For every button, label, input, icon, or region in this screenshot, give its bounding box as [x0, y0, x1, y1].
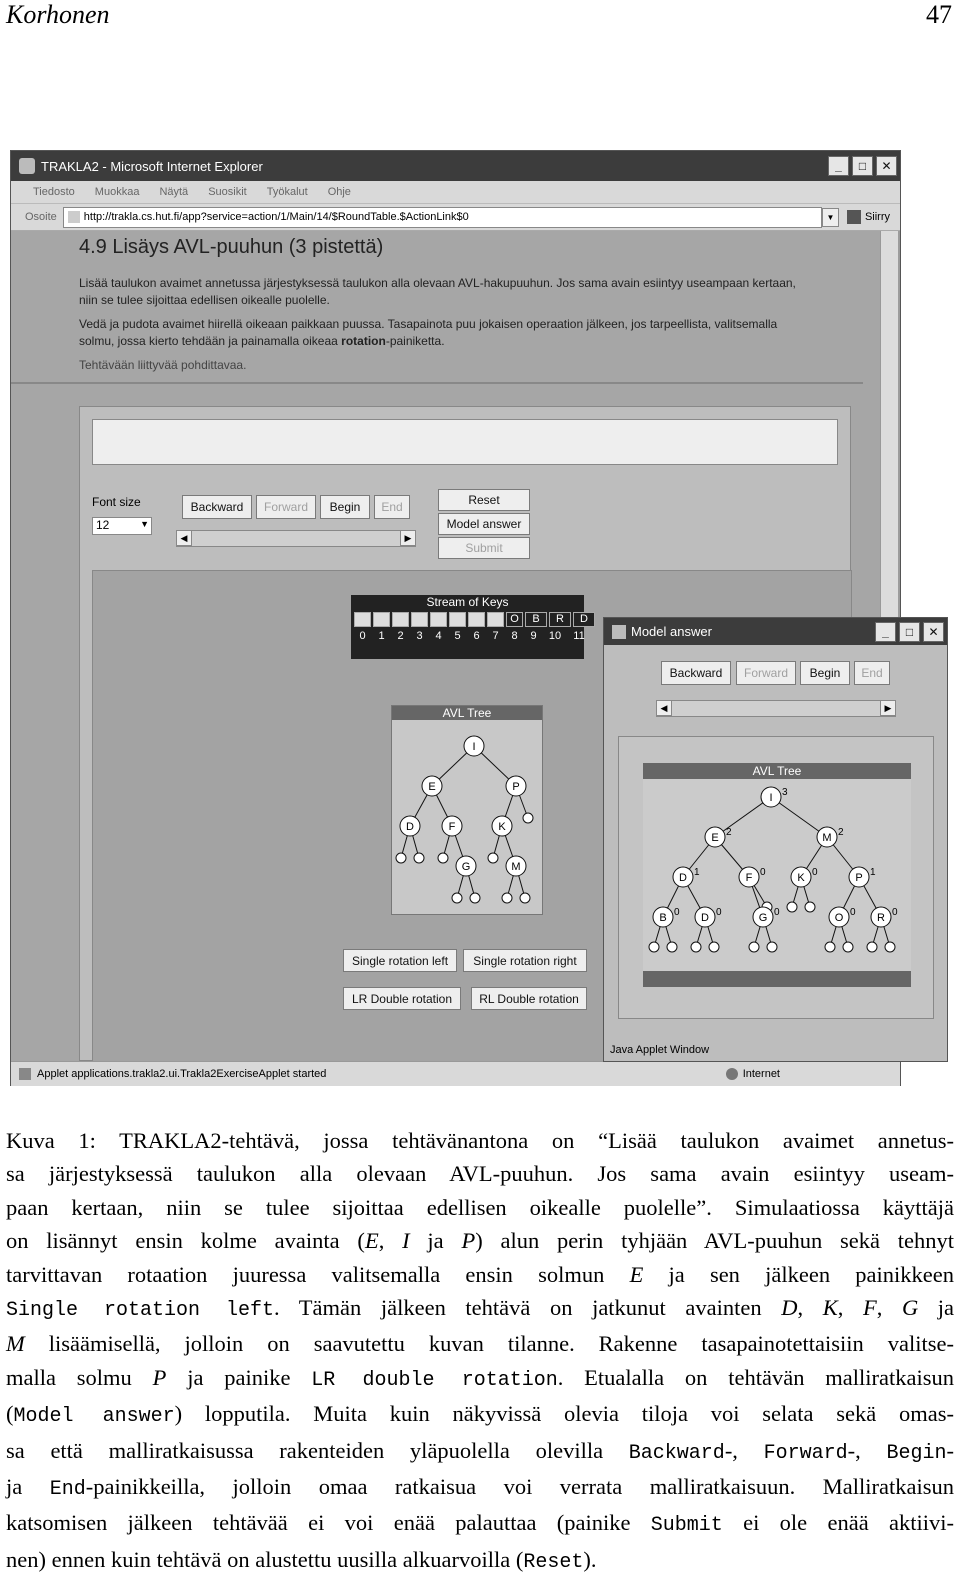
stream-index: 9	[530, 630, 537, 642]
caption-line: (Model answer) lopputila. Muita kuin näkyvissä olevia tiloja voi selata sekä omas-	[6, 1401, 955, 1429]
exercise-title: 4.9 Lisäys AVL-puuhun (3 pistettä)	[79, 236, 384, 258]
stream-title: Stream of Keys	[426, 595, 509, 609]
lr-double-rotation-button[interactable]: LR Double rotation	[343, 987, 461, 1010]
menu-favorites[interactable]: Suosikit	[208, 186, 247, 198]
backward-button[interactable]: Backward	[182, 495, 252, 519]
balance-label: 3	[782, 787, 788, 798]
close-icon[interactable]: ✕	[876, 156, 897, 176]
begin-button[interactable]: Begin	[320, 495, 370, 519]
maximize-icon[interactable]: □	[899, 622, 920, 642]
tree-node-key[interactable]: M	[511, 861, 521, 873]
instruction-text: solmu, jossa kierto tehdään ja painamalla oikeaa	[79, 334, 342, 348]
tree-node-key[interactable]: R	[877, 912, 885, 924]
single-rotation-right-button[interactable]: Single rotation right	[463, 949, 587, 972]
empty-leaf	[843, 942, 853, 952]
menu-view[interactable]: Näytä	[159, 186, 189, 198]
stream-index: 3	[416, 630, 423, 642]
tree-node-key[interactable]: B	[659, 912, 667, 924]
empty-leaf	[805, 902, 815, 912]
empty-leaf	[649, 942, 659, 952]
menu-bar	[11, 181, 900, 203]
model-slider-left-arrow-icon[interactable]: ◀	[656, 700, 672, 716]
tree-node-key[interactable]: I	[769, 792, 773, 804]
page-divider	[11, 382, 863, 384]
instruction-line	[79, 333, 796, 350]
empty-leaf	[523, 813, 533, 823]
minimize-icon[interactable]: _	[875, 622, 896, 642]
stream-key-cell[interactable]	[354, 612, 371, 627]
instruction-line: niin se tulee sijoittaa edellisen oikealle puolelle.	[79, 293, 330, 307]
java-icon	[612, 625, 626, 639]
tree-node-key[interactable]: M	[822, 832, 832, 844]
model-window-titlebar	[604, 618, 947, 645]
stream-index: 8	[511, 630, 518, 642]
caption-line: Single rotation left. Tämän jälkeen tehtävä on jatkunut avainten D, K, F, G ja	[6, 1295, 955, 1323]
user-tree[interactable]	[392, 720, 542, 914]
caption-line: Kuva 1: TRAKLA2-tehtävä, jossa tehtävänantona on “Lisää taulukon avaimet annetus-	[6, 1128, 954, 1153]
stream-index: 1	[378, 630, 385, 642]
model-answer-button[interactable]: Model answer	[438, 513, 530, 535]
balance-label: 0	[774, 907, 780, 918]
model-slider[interactable]	[656, 700, 896, 717]
stream-key-cell[interactable]: D	[573, 612, 595, 627]
stream-index: 7	[492, 630, 499, 642]
running-header-author: Korhonen	[6, 0, 110, 29]
message-box	[92, 419, 838, 465]
model-forward-button[interactable]: Forward	[736, 661, 796, 685]
tree-title: AVL Tree	[392, 706, 542, 720]
stream-index: 5	[454, 630, 461, 642]
stream-key-cell[interactable]	[487, 612, 504, 627]
chevron-down-icon: ▼	[140, 519, 149, 529]
stream-index: 11	[573, 630, 585, 642]
stream-keys-row	[354, 612, 597, 627]
empty-leaf	[691, 942, 701, 952]
caption-line: on lisännyt ensin kolme avainta (E, I ja P) alun perin tyhjään AVL-puuhun sekä tehnyt	[6, 1228, 955, 1254]
stream-key-cell[interactable]	[430, 612, 447, 627]
empty-leaf	[787, 902, 797, 912]
stream-key-cell[interactable]	[373, 612, 390, 627]
slider-right-arrow-icon[interactable]: ▶	[400, 530, 416, 546]
stream-index: 4	[435, 630, 442, 642]
zone-text: Internet	[742, 1068, 780, 1080]
tree-node-key[interactable]: F	[448, 821, 456, 833]
model-backward-button[interactable]: Backward	[661, 661, 731, 685]
model-tree	[643, 779, 911, 971]
rl-double-rotation-button[interactable]: RL Double rotation	[471, 987, 587, 1010]
stream-index: 10	[548, 630, 562, 642]
status-bar	[11, 1061, 900, 1086]
tree-node-key[interactable]: F	[745, 872, 753, 884]
end-button[interactable]: End	[374, 495, 410, 519]
browser-title: TRAKLA2 - Microsoft Internet Explorer	[41, 158, 263, 174]
instruction-text: -painiketta.	[385, 334, 445, 348]
empty-leaf	[885, 942, 895, 952]
empty-leaf	[867, 942, 877, 952]
slider-left-arrow-icon[interactable]: ◀	[176, 530, 192, 546]
balance-label: 2	[838, 827, 844, 838]
stream-key-cell[interactable]	[411, 612, 428, 627]
balance-label: 1	[870, 867, 876, 878]
internet-zone-icon	[726, 1068, 738, 1080]
font-size-value: 12	[96, 518, 110, 532]
balance-label: 0	[760, 867, 766, 878]
caption-line: ja End-painikkeilla, jolloin omaa ratkaisua voi verrata malliratkaisuun. Malliratkaisun	[6, 1474, 954, 1502]
balance-label: 0	[674, 907, 680, 918]
empty-leaf	[709, 942, 719, 952]
stream-key-cell[interactable]	[449, 612, 466, 627]
tree-node-key[interactable]: E	[711, 832, 719, 844]
balance-label: 0	[850, 907, 856, 918]
forward-button[interactable]: Forward	[256, 495, 316, 519]
maximize-icon[interactable]: □	[852, 156, 873, 176]
applet-status-icon	[19, 1068, 31, 1080]
minimize-icon[interactable]: _	[828, 156, 849, 176]
tree-node-key[interactable]: D	[406, 821, 414, 833]
exercise-instructions	[79, 275, 796, 374]
related-link[interactable]: Tehtävään liittyvää pohdittavaa.	[79, 358, 247, 372]
stream-key-cell[interactable]	[468, 612, 485, 627]
page-number: 47	[926, 0, 952, 29]
address-bar	[11, 203, 900, 231]
menu-help[interactable]: Ohje	[327, 186, 351, 198]
stream-index-row	[354, 630, 592, 642]
empty-leaf	[488, 853, 498, 863]
user-avl-tree-panel	[391, 705, 543, 915]
tree-node-key[interactable]: P	[512, 781, 520, 793]
figure-caption	[6, 1124, 954, 1579]
tree-node-key[interactable]: O	[834, 912, 844, 924]
instruction-bold: rotation	[341, 334, 386, 348]
balance-label: 0	[892, 907, 898, 918]
empty-leaf	[414, 853, 424, 863]
tree-node-key[interactable]: K	[498, 821, 506, 833]
balance-label: 1	[694, 867, 700, 878]
font-size-label: Font size	[92, 495, 141, 509]
animation-slider[interactable]	[176, 530, 416, 547]
model-tree-bottom-bar	[643, 971, 911, 987]
empty-leaf	[438, 853, 448, 863]
go-arrow-icon[interactable]	[847, 210, 861, 224]
ie-icon	[19, 158, 35, 174]
url-dropdown-icon[interactable]: ▼	[822, 208, 839, 227]
caption-line: sa järjestyksessä taulukon alla olevaan AVL-puuhun. Jos sama avain esiintyy useam-	[6, 1161, 954, 1187]
tree-node-key[interactable]: K	[797, 872, 805, 884]
model-slider-right-arrow-icon[interactable]: ▶	[880, 700, 896, 716]
page-icon	[68, 211, 80, 223]
empty-leaf	[749, 942, 759, 952]
stream-key-cell[interactable]: B	[525, 612, 547, 627]
stream-index: 6	[473, 630, 480, 642]
model-answer-window	[603, 617, 948, 1062]
tree-node-key[interactable]: G	[758, 912, 768, 924]
stream-key-cell[interactable]: R	[549, 612, 571, 627]
caption-line: M lisäämisellä, jolloin on saavutettu kuvan tilanne. Rakenne tasapainotettaisiin valitse-	[6, 1331, 954, 1357]
stream-index: 2	[397, 630, 404, 642]
balance-label: 2	[726, 827, 732, 838]
model-canvas	[618, 736, 934, 1019]
reset-button[interactable]: Reset	[438, 489, 530, 511]
model-tree-panel	[643, 763, 911, 987]
balance-label: 0	[716, 907, 722, 918]
instruction-line: Vedä ja pudota avaimet hiirellä oikeaan paikkaan puussa. Tasapainota puu jokaisen operaation jälkeen, jos tarpeellista, valitsemalla	[79, 317, 778, 331]
url-text: http://trakla.cs.hut.fi/app?service=action/1/Main/14/$RoundTable.$ActionLink$0	[83, 211, 469, 223]
model-begin-button[interactable]: Begin	[800, 661, 850, 685]
stream-index: 0	[359, 630, 366, 642]
font-size-select[interactable]	[92, 517, 152, 535]
empty-leaf	[396, 853, 406, 863]
empty-leaf	[667, 942, 677, 952]
menu-tools[interactable]: Työkalut	[266, 186, 308, 198]
empty-leaf	[825, 942, 835, 952]
browser-titlebar	[11, 151, 900, 181]
go-button[interactable]: Siirry	[864, 211, 890, 223]
caption-line: katsomisen jälkeen tehtävää ei voi enää palauttaa (painike Submit ei ole enää aktiivi-	[6, 1510, 954, 1538]
submit-button[interactable]: Submit	[438, 537, 530, 559]
tree-node-key[interactable]: P	[855, 872, 863, 884]
instruction-line: Lisää taulukon avaimet annetussa järjestyksessä taulukon alla olevaan AVL-hakupuuhun. Jos sama avain esiintyy useampaan kertaan,	[79, 276, 796, 290]
empty-leaf	[470, 893, 480, 903]
url-field[interactable]	[63, 207, 822, 228]
menu-edit[interactable]: Muokkaa	[94, 186, 140, 198]
model-end-button[interactable]: End	[854, 661, 890, 685]
stream-key-cell[interactable]: O	[506, 612, 523, 627]
balance-label: 0	[812, 867, 818, 878]
model-tree-title: AVL Tree	[643, 763, 911, 779]
empty-leaf	[452, 893, 462, 903]
status-text: Applet applications.trakla2.ui.Trakla2ExerciseApplet started	[37, 1068, 327, 1080]
tree-node-key[interactable]: I	[472, 741, 476, 753]
close-icon[interactable]: ✕	[923, 622, 944, 642]
caption-line: paan kertaan, niin se tulee sijoittaa edellisen oikealle puolelle”. Simulaatiossa käyttäjä	[6, 1194, 954, 1220]
tree-node-key[interactable]: D	[701, 912, 709, 924]
stream-key-cell[interactable]	[392, 612, 409, 627]
tree-node-key[interactable]: D	[679, 872, 687, 884]
empty-leaf	[767, 942, 777, 952]
caption-line: malla solmu P ja painike LR double rotation. Etualalla on tehtävän malliratkaisun	[6, 1364, 954, 1392]
empty-leaf	[502, 893, 512, 903]
model-window-title: Model answer	[631, 624, 712, 639]
caption-line: sa että malliratkaisussa rakenteiden yläpuolella olevilla Backward-, Forward-, Begin-	[6, 1437, 954, 1465]
menu-file[interactable]: Tiedosto	[33, 186, 75, 198]
address-label: Osoite	[25, 211, 57, 223]
empty-leaf	[520, 893, 530, 903]
caption-line: tarvittavan rotaation juuressa valitsemalla ensin solmun E ja sen jälkeen painikkeen	[6, 1261, 955, 1287]
stream-of-keys	[351, 595, 588, 659]
single-rotation-left-button[interactable]: Single rotation left	[343, 949, 457, 972]
tree-node-key[interactable]: E	[428, 781, 436, 793]
caption-line: nen) ennen kuin tehtävä on alustettu uusilla alkuarvoilla (Reset).	[6, 1546, 597, 1574]
tree-node-key[interactable]: G	[461, 861, 471, 873]
java-applet-window-label: Java Applet Window	[610, 1044, 710, 1056]
